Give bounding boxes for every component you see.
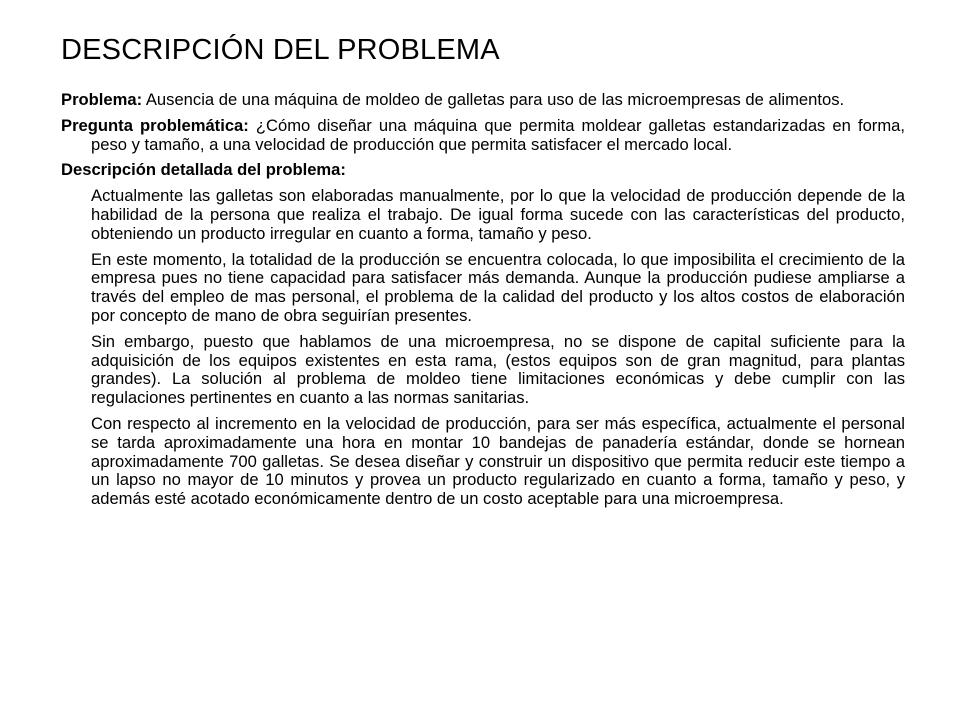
detailed-description-heading: Descripción detallada del problema: — [61, 160, 346, 180]
description-paragraph: En este momento, la totalidad de la producción se encuentra colocada, lo que imposibilita el crecimiento de la empresa pues no tiene capacidad para satisfacer más demanda. Aunque la producción pudiese ampliarse a través del empleo de mas personal, el problema de la calidad del producto y los altos costos de elaboración por concepto de mano de obra seguirían presentes. — [91, 249, 905, 325]
problem-label: Problema: — [61, 90, 143, 109]
problem-statement — [61, 91, 905, 110]
problem-question — [61, 117, 905, 155]
slide-body — [61, 91, 905, 516]
question-text: ¿Cómo diseñar una máquina que permita moldear galletas estandarizadas en forma, peso y tamaño, a una velocidad de producción que permita satisfacer el mercado local. — [91, 115, 905, 154]
description-paragraph: Con respecto al incremento en la velocidad de producción, para ser más específica, actualmente el personal se tarda aproximadamente una hora en montar 10 bandejas de panadería estándar, donde se hornean aproximadamente 700 galletas. Se desea diseñar y construir un dispositivo que permita reducir este tiempo a un lapso no mayor de 10 minutos y provea un producto regularizado en cuanto a forma, tamaño y peso, y además esté acotado económicamente dentro de un costo aceptable para una microempresa. — [91, 413, 905, 509]
page-title: DESCRIPCIÓN DEL PROBLEMA — [61, 34, 500, 66]
problem-text: Ausencia de una máquina de moldeo de galletas para uso de las microempresas de alimentos. — [142, 90, 845, 109]
description-paragraph: Actualmente las galletas son elaboradas manualmente, por lo que la velocidad de producción depende de la habilidad de la persona que realiza el trabajo. De igual forma sucede con las características del producto, obteniendo un producto irregular en cuanto a forma, tamaño y peso. — [91, 186, 905, 243]
question-label: Pregunta problemática: — [61, 115, 249, 135]
description-paragraph: Sin embargo, puesto que hablamos de una microempresa, no se dispone de capital suficiente para la adquisición de los equipos existentes en esta rama, (estos equipos son de gran magnitud, para plantas grandes). La solución al problema de moldeo tiene limitaciones económicas y debe cumplir con las regulaciones pertinentes en cuanto a las normas sanitarias. — [91, 331, 905, 408]
